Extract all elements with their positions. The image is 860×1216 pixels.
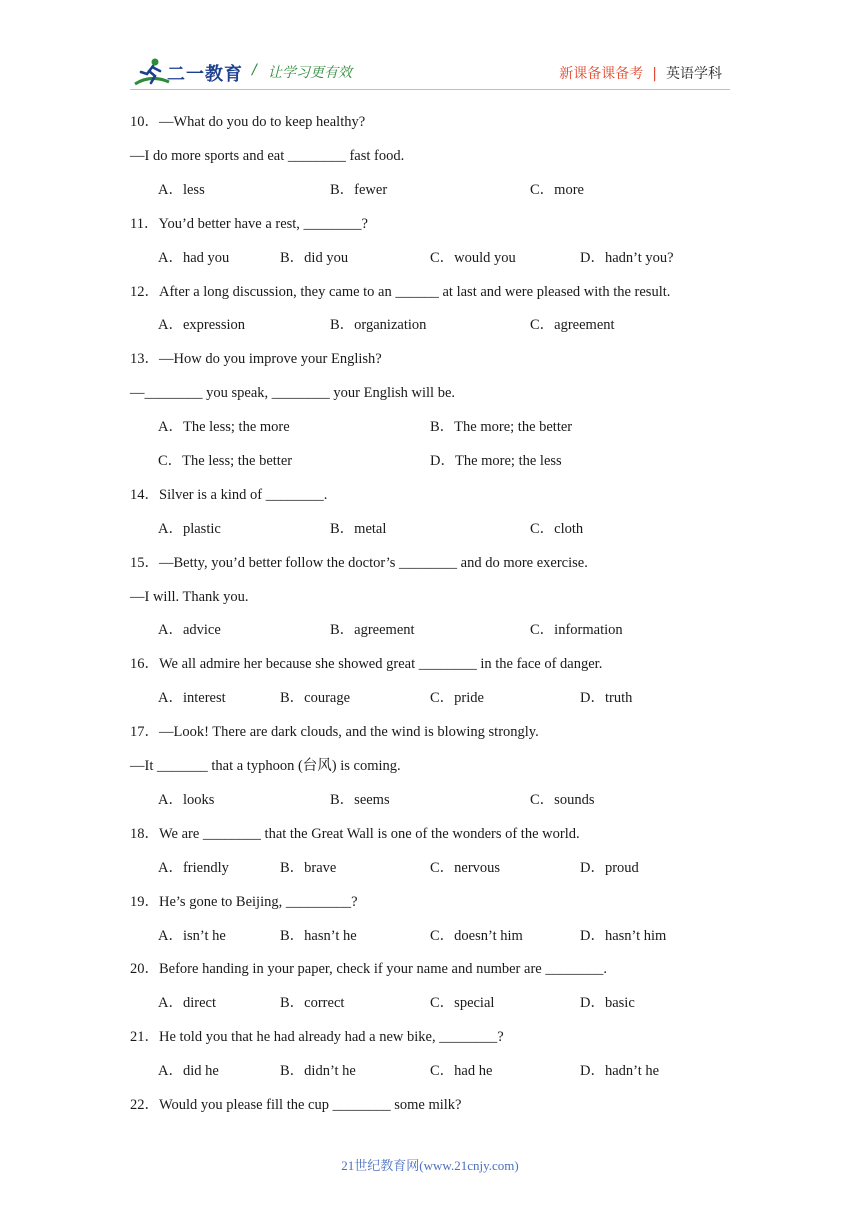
- answer-option[interactable]: D．proud: [580, 860, 639, 876]
- answer-option[interactable]: D．hadn’t you?: [580, 250, 674, 266]
- answer-option[interactable]: D．truth: [580, 690, 633, 706]
- answer-option[interactable]: C．more: [530, 182, 584, 198]
- question-response: —I will. Thank you.: [130, 589, 249, 605]
- answer-option[interactable]: C．special: [430, 995, 495, 1011]
- answer-option[interactable]: B．correct: [280, 995, 345, 1011]
- answer-option[interactable]: B．hasn’t he: [280, 928, 357, 944]
- header-right: [559, 63, 722, 83]
- question-response: —I do more sports and eat ________ fast food.: [130, 148, 405, 164]
- question-stem: 10．—What do you do to keep healthy?: [130, 114, 366, 130]
- answer-option[interactable]: D．hadn’t he: [580, 1063, 660, 1079]
- answer-option[interactable]: A．interest: [158, 690, 226, 706]
- answer-option[interactable]: B．metal: [330, 521, 387, 537]
- answer-option[interactable]: C．cloth: [530, 521, 584, 537]
- answer-option[interactable]: A．friendly: [158, 860, 229, 876]
- header-subject-label: 英语学科: [666, 66, 722, 82]
- question-stem: 19．He’s gone to Beijing, _________?: [130, 894, 358, 910]
- question-stem: 21．He told you that he had already had a new bike, ________?: [130, 1029, 504, 1045]
- answer-option[interactable]: A．advice: [158, 622, 221, 638]
- question-stem: 18．We are ________ that the Great Wall is one of the wonders of the world.: [130, 826, 580, 842]
- question-stem: 22．Would you please fill the cup ________ some milk?: [130, 1097, 462, 1113]
- header-rule: [130, 89, 730, 90]
- question-stem: 16．We all admire her because she showed great ________ in the face of danger.: [130, 656, 603, 672]
- answer-option[interactable]: A．did he: [158, 1063, 219, 1079]
- answer-option[interactable]: D．basic: [580, 995, 635, 1011]
- logo: [133, 56, 243, 90]
- answer-option[interactable]: B．organization: [330, 317, 427, 333]
- header-slash: /: [252, 62, 257, 78]
- answer-option[interactable]: A．less: [158, 182, 205, 198]
- question-stem: 20．Before handing in your paper, check if your name and number are ________.: [130, 961, 607, 977]
- logo-text: 二一教育: [167, 64, 243, 85]
- header-slogan: 让学习更有效: [268, 65, 352, 81]
- page-footer: 21世纪教育网(www.21cnjy.com): [341, 1158, 519, 1173]
- answer-option[interactable]: A．The less; the more: [158, 419, 290, 435]
- answer-option[interactable]: B．The more; the better: [430, 419, 573, 435]
- answer-option[interactable]: B．agreement: [330, 622, 415, 638]
- answer-option[interactable]: B．brave: [280, 860, 337, 876]
- answer-option[interactable]: A．direct: [158, 995, 216, 1011]
- answer-option[interactable]: B．did you: [280, 250, 349, 266]
- question-stem: 12．After a long discussion, they came to an ______ at last and were pleased with the result.: [130, 284, 671, 300]
- answer-option[interactable]: A．expression: [158, 317, 245, 333]
- answer-option[interactable]: C．The less; the better: [158, 453, 293, 469]
- question-response: —It _______ that a typhoon (台风) is coming.: [130, 758, 401, 774]
- answer-option[interactable]: C．nervous: [430, 860, 501, 876]
- page-header: [0, 0, 860, 100]
- question-stem: 14．Silver is a kind of ________.: [130, 487, 328, 503]
- answer-option[interactable]: C．pride: [430, 690, 484, 706]
- answer-option[interactable]: D．hasn’t him: [580, 928, 667, 944]
- answer-option[interactable]: A．had you: [158, 250, 230, 266]
- answer-option[interactable]: B．fewer: [330, 182, 388, 198]
- answer-option[interactable]: A．plastic: [158, 521, 221, 537]
- answer-option[interactable]: C．information: [530, 622, 623, 638]
- answer-option[interactable]: C．had he: [430, 1063, 493, 1079]
- question-stem: 11．You’d better have a rest, ________?: [130, 216, 368, 232]
- question-stem: 17．—Look! There are dark clouds, and the wind is blowing strongly.: [130, 724, 539, 740]
- answer-option[interactable]: C．doesn’t him: [430, 928, 523, 944]
- question-stem: 13．—How do you improve your English?: [130, 351, 382, 367]
- question-response: —________ you speak, ________ your English will be.: [130, 385, 456, 401]
- header-course-label: 新课备课备考: [559, 66, 644, 82]
- question-stem: 15．—Betty, you’d better follow the doctor’s ________ and do more exercise.: [130, 555, 588, 571]
- header-separator: |: [652, 66, 657, 82]
- answer-option[interactable]: B．courage: [280, 690, 351, 706]
- answer-option[interactable]: A．looks: [158, 792, 215, 808]
- answer-option[interactable]: C．sounds: [530, 792, 595, 808]
- answer-option[interactable]: C．agreement: [530, 317, 615, 333]
- answer-option[interactable]: B．didn’t he: [280, 1063, 356, 1079]
- answer-option[interactable]: C．would you: [430, 250, 516, 266]
- answer-option[interactable]: B．seems: [330, 792, 390, 808]
- answer-option[interactable]: A．isn’t he: [158, 928, 226, 944]
- answer-option[interactable]: D．The more; the less: [430, 453, 562, 469]
